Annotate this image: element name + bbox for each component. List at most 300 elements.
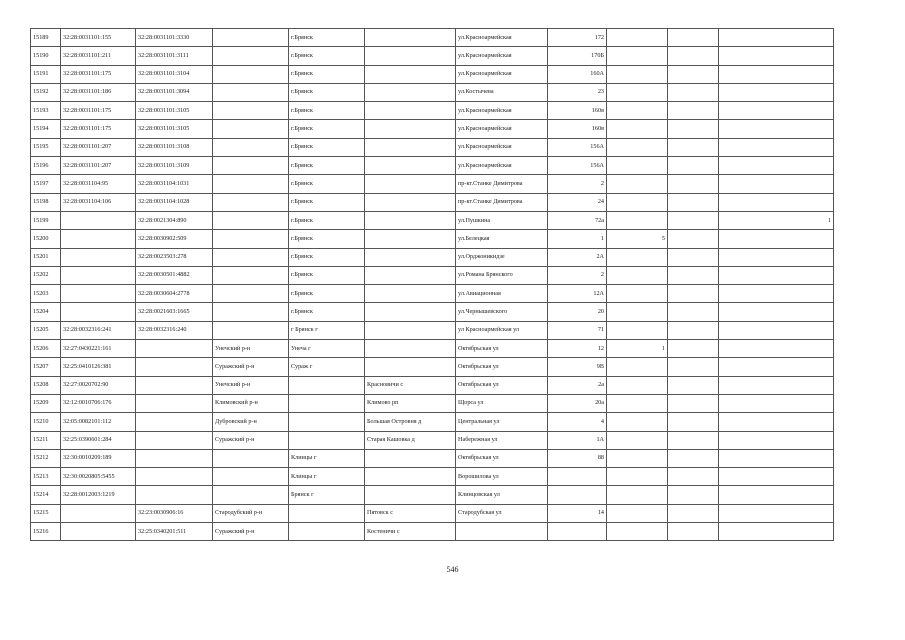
settlement-cell: [365, 157, 456, 175]
liter-cell: [668, 65, 719, 83]
street-cell: Стародубская ул: [456, 504, 548, 522]
building-cadastral-number-cell: 32:28:0031101:3108: [136, 138, 213, 156]
street-cell: ул.Красноармейская: [456, 65, 548, 83]
flat-cell: [719, 431, 834, 449]
city-cell: г.Брянск: [289, 65, 365, 83]
table-row: [31, 47, 834, 65]
building-cadastral-number-cell: 32:28:0032316:240: [136, 321, 213, 339]
city-cell: г.Брянск: [289, 266, 365, 284]
building-cadastral-number-cell: [136, 376, 213, 394]
building-cadastral-number-cell: [136, 468, 213, 486]
house-number-cell: 156А: [548, 138, 607, 156]
street-cell: ул.Пушкина: [456, 211, 548, 229]
settlement-cell: [365, 358, 456, 376]
house-number-cell: 160в: [548, 120, 607, 138]
row-number-cell: 15211: [31, 431, 61, 449]
cadastral-number-cell: [61, 266, 136, 284]
building-cadastral-number-cell: [136, 394, 213, 412]
liter-cell: [668, 211, 719, 229]
district-cell: [213, 65, 289, 83]
house-number-cell: 72а: [548, 211, 607, 229]
table-row: [31, 486, 834, 504]
building-cadastral-number-cell: [136, 413, 213, 431]
cadastral-number-cell: 32:27:0020702:90: [61, 376, 136, 394]
flat-cell: [719, 394, 834, 412]
city-cell: г.Брянск: [289, 303, 365, 321]
flat-cell: [719, 413, 834, 431]
city-cell: г.Брянск: [289, 285, 365, 303]
district-cell: Унечский р-н: [213, 376, 289, 394]
cadastral-number-cell: 32:28:0031101:211: [61, 47, 136, 65]
city-cell: [289, 504, 365, 522]
liter-cell: [668, 157, 719, 175]
house-number-cell: 20: [548, 303, 607, 321]
street-cell: [456, 523, 548, 541]
table-row: [31, 504, 834, 522]
table-row: [31, 431, 834, 449]
table-row: [31, 340, 834, 358]
house-number-cell: 2А: [548, 248, 607, 266]
page-number: 546: [446, 565, 459, 574]
table-row: [31, 175, 834, 193]
district-cell: [213, 303, 289, 321]
street-cell: ул.Красноармейская: [456, 157, 548, 175]
table-row: [31, 321, 834, 339]
cadastral-number-cell: [61, 285, 136, 303]
building-cadastral-number-cell: 32:28:0031101:3104: [136, 65, 213, 83]
row-number-cell: 15196: [31, 157, 61, 175]
city-cell: Брянск г: [289, 486, 365, 504]
liter-cell: [668, 83, 719, 101]
settlement-cell: [365, 29, 456, 47]
house-number-cell: [548, 468, 607, 486]
district-cell: [213, 157, 289, 175]
flat-cell: [719, 486, 834, 504]
building-cadastral-number-cell: 32:28:0031101:3111: [136, 47, 213, 65]
settlement-cell: [365, 47, 456, 65]
table-row: [31, 157, 834, 175]
liter-cell: [668, 486, 719, 504]
flat-cell: [719, 175, 834, 193]
liter-cell: [668, 413, 719, 431]
street-cell: ул.Романа Брянского: [456, 266, 548, 284]
settlement-cell: [365, 211, 456, 229]
row-number-cell: 15201: [31, 248, 61, 266]
building-cell: [607, 394, 668, 412]
building-cadastral-number-cell: [136, 449, 213, 467]
row-number-cell: 15209: [31, 394, 61, 412]
settlement-cell: [365, 468, 456, 486]
cadastral-number-cell: 32:28:0031101:175: [61, 120, 136, 138]
row-number-cell: 15191: [31, 65, 61, 83]
district-cell: [213, 175, 289, 193]
building-cadastral-number-cell: [136, 358, 213, 376]
building-cadastral-number-cell: 32:28:0030902:509: [136, 230, 213, 248]
row-number-cell: 15192: [31, 83, 61, 101]
district-cell: [213, 321, 289, 339]
city-cell: г.Брянск: [289, 102, 365, 120]
building-cell: [607, 157, 668, 175]
district-cell: [213, 486, 289, 504]
district-cell: [213, 248, 289, 266]
table-row: [31, 248, 834, 266]
city-cell: г.Брянск: [289, 138, 365, 156]
cadastral-number-cell: 32:28:0032316:241: [61, 321, 136, 339]
row-number-cell: 15202: [31, 266, 61, 284]
liter-cell: [668, 394, 719, 412]
city-cell: г.Брянск: [289, 47, 365, 65]
row-number-cell: 15206: [31, 340, 61, 358]
settlement-cell: [365, 321, 456, 339]
street-cell: Клинцовская ул: [456, 486, 548, 504]
city-cell: г.Брянск: [289, 248, 365, 266]
settlement-cell: Большая Островня д: [365, 413, 456, 431]
flat-cell: [719, 120, 834, 138]
table-row: [31, 266, 834, 284]
table-row: [31, 449, 834, 467]
liter-cell: [668, 431, 719, 449]
row-number-cell: 15193: [31, 102, 61, 120]
street-cell: Ворошилова ул: [456, 468, 548, 486]
building-cadastral-number-cell: 32:28:0031101:3105: [136, 120, 213, 138]
street-cell: Центральная ул: [456, 413, 548, 431]
table-row: [31, 303, 834, 321]
flat-cell: 1: [719, 211, 834, 229]
house-number-cell: [548, 523, 607, 541]
flat-cell: [719, 523, 834, 541]
liter-cell: [668, 376, 719, 394]
street-cell: ул.Красноармейская: [456, 138, 548, 156]
flat-cell: [719, 83, 834, 101]
street-cell: ул.Костычева: [456, 83, 548, 101]
liter-cell: [668, 340, 719, 358]
building-cell: [607, 65, 668, 83]
building-cell: [607, 248, 668, 266]
building-cell: [607, 29, 668, 47]
settlement-cell: Красновичи с: [365, 376, 456, 394]
row-number-cell: 15210: [31, 413, 61, 431]
city-cell: [289, 394, 365, 412]
liter-cell: [668, 175, 719, 193]
building-cell: [607, 504, 668, 522]
flat-cell: [719, 193, 834, 211]
district-cell: Унечский р-н: [213, 340, 289, 358]
house-number-cell: 24: [548, 193, 607, 211]
district-cell: Климовский р-н: [213, 394, 289, 412]
table-row: [31, 523, 834, 541]
liter-cell: [668, 29, 719, 47]
table-row: [31, 83, 834, 101]
table-row: [31, 138, 834, 156]
building-cadastral-number-cell: 32:28:0021304:890: [136, 211, 213, 229]
settlement-cell: [365, 175, 456, 193]
house-number-cell: 88: [548, 449, 607, 467]
district-cell: [213, 120, 289, 138]
city-cell: [289, 376, 365, 394]
row-number-cell: 15204: [31, 303, 61, 321]
house-number-cell: 9В: [548, 358, 607, 376]
building-cell: [607, 523, 668, 541]
house-number-cell: 4: [548, 413, 607, 431]
flat-cell: [719, 29, 834, 47]
row-number-cell: 15195: [31, 138, 61, 156]
building-cadastral-number-cell: 32:28:0031104:1028: [136, 193, 213, 211]
district-cell: Суражский р-н: [213, 523, 289, 541]
city-cell: г.Брянск: [289, 193, 365, 211]
liter-cell: [668, 285, 719, 303]
house-number-cell: 2: [548, 266, 607, 284]
liter-cell: [668, 230, 719, 248]
liter-cell: [668, 504, 719, 522]
house-number-cell: 160А: [548, 65, 607, 83]
house-number-cell: 2: [548, 175, 607, 193]
building-cadastral-number-cell: 32:28:0030501:4882: [136, 266, 213, 284]
row-number-cell: 15203: [31, 285, 61, 303]
house-number-cell: 12А: [548, 285, 607, 303]
flat-cell: [719, 285, 834, 303]
liter-cell: [668, 47, 719, 65]
city-cell: [289, 413, 365, 431]
building-cell: [607, 376, 668, 394]
building-cadastral-number-cell: 32:28:0023503:278: [136, 248, 213, 266]
city-cell: г.Брянск: [289, 120, 365, 138]
liter-cell: [668, 321, 719, 339]
city-cell: г Брянск г: [289, 321, 365, 339]
city-cell: [289, 431, 365, 449]
city-cell: [289, 523, 365, 541]
settlement-cell: [365, 120, 456, 138]
row-number-cell: 15200: [31, 230, 61, 248]
cadastral-number-cell: 32:28:0031101:207: [61, 138, 136, 156]
district-cell: Суражский р-н: [213, 431, 289, 449]
building-cadastral-number-cell: 32:28:0031101:3109: [136, 157, 213, 175]
street-cell: Октябрьская ул: [456, 358, 548, 376]
house-number-cell: 160в: [548, 102, 607, 120]
settlement-cell: [365, 65, 456, 83]
row-number-cell: 15205: [31, 321, 61, 339]
settlement-cell: [365, 248, 456, 266]
district-cell: [213, 29, 289, 47]
street-cell: ул.Красноармейская: [456, 47, 548, 65]
building-cell: [607, 468, 668, 486]
street-cell: ул.Красноармейская: [456, 102, 548, 120]
street-cell: Октябрьская ул: [456, 376, 548, 394]
table-row: [31, 468, 834, 486]
table-row: [31, 102, 834, 120]
settlement-cell: [365, 193, 456, 211]
cadastral-number-cell: 32:12:0010706:176: [61, 394, 136, 412]
flat-cell: [719, 504, 834, 522]
building-cadastral-number-cell: 32:28:0031104:1031: [136, 175, 213, 193]
building-cell: [607, 413, 668, 431]
flat-cell: [719, 303, 834, 321]
house-number-cell: 1: [548, 230, 607, 248]
street-cell: ул Красноармейская ул: [456, 321, 548, 339]
liter-cell: [668, 120, 719, 138]
settlement-cell: [365, 266, 456, 284]
cadastral-number-cell: [61, 230, 136, 248]
cadastral-number-cell: 32:05:0082101:112: [61, 413, 136, 431]
building-cell: [607, 285, 668, 303]
flat-cell: [719, 449, 834, 467]
liter-cell: [668, 138, 719, 156]
liter-cell: [668, 303, 719, 321]
district-cell: [213, 47, 289, 65]
street-cell: ул.Авиационная: [456, 285, 548, 303]
registry-table-body: [31, 29, 834, 541]
building-cell: [607, 83, 668, 101]
settlement-cell: [365, 486, 456, 504]
table-row: [31, 413, 834, 431]
city-cell: г.Брянск: [289, 29, 365, 47]
cadastral-number-cell: [61, 303, 136, 321]
street-cell: ул.Белецкая: [456, 230, 548, 248]
settlement-cell: [365, 340, 456, 358]
building-cadastral-number-cell: [136, 340, 213, 358]
building-cell: [607, 193, 668, 211]
liter-cell: [668, 449, 719, 467]
house-number-cell: 12: [548, 340, 607, 358]
building-cell: [607, 303, 668, 321]
district-cell: [213, 83, 289, 101]
cadastral-number-cell: 32:28:0031101:207: [61, 157, 136, 175]
cadastral-number-cell: 32:27:0430221:161: [61, 340, 136, 358]
street-cell: ул.Орджоникидзе: [456, 248, 548, 266]
settlement-cell: Пятовск с: [365, 504, 456, 522]
settlement-cell: Старая Кашовка д: [365, 431, 456, 449]
table-row: [31, 285, 834, 303]
table-row: [31, 193, 834, 211]
house-number-cell: 23: [548, 83, 607, 101]
row-number-cell: 15197: [31, 175, 61, 193]
cadastral-number-cell: [61, 523, 136, 541]
flat-cell: [719, 358, 834, 376]
district-cell: [213, 211, 289, 229]
row-number-cell: 15212: [31, 449, 61, 467]
flat-cell: [719, 157, 834, 175]
cadastral-number-cell: 32:30:0010209:189: [61, 449, 136, 467]
liter-cell: [668, 523, 719, 541]
cadastral-number-cell: 32:30:0020805:5455: [61, 468, 136, 486]
building-cell: [607, 102, 668, 120]
building-cadastral-number-cell: [136, 431, 213, 449]
street-cell: ул.Красноармейская: [456, 29, 548, 47]
row-number-cell: 15199: [31, 211, 61, 229]
row-number-cell: 15190: [31, 47, 61, 65]
city-cell: Сураж г: [289, 358, 365, 376]
district-cell: [213, 468, 289, 486]
settlement-cell: [365, 230, 456, 248]
cadastral-number-cell: 32:28:0031101:155: [61, 29, 136, 47]
flat-cell: [719, 321, 834, 339]
building-cadastral-number-cell: 32:28:0031101:3105: [136, 102, 213, 120]
flat-cell: [719, 230, 834, 248]
district-cell: [213, 193, 289, 211]
house-number-cell: 14: [548, 504, 607, 522]
row-number-cell: 15216: [31, 523, 61, 541]
district-cell: [213, 102, 289, 120]
city-cell: Унеча г: [289, 340, 365, 358]
city-cell: г.Брянск: [289, 83, 365, 101]
cadastral-number-cell: [61, 504, 136, 522]
registry-table: [30, 28, 834, 541]
flat-cell: [719, 340, 834, 358]
liter-cell: [668, 358, 719, 376]
building-cadastral-number-cell: 32:28:0030604:2778: [136, 285, 213, 303]
cadastral-number-cell: 32:25:0410126:381: [61, 358, 136, 376]
table-row: [31, 376, 834, 394]
table-row: [31, 230, 834, 248]
settlement-cell: [365, 102, 456, 120]
table-row: [31, 29, 834, 47]
building-cell: [607, 431, 668, 449]
cadastral-number-cell: [61, 211, 136, 229]
row-number-cell: 15215: [31, 504, 61, 522]
liter-cell: [668, 102, 719, 120]
building-cell: [607, 266, 668, 284]
cadastral-number-cell: [61, 248, 136, 266]
street-cell: Набережная ул: [456, 431, 548, 449]
building-cell: 1: [607, 340, 668, 358]
district-cell: [213, 230, 289, 248]
house-number-cell: 1А: [548, 431, 607, 449]
street-cell: Октябрьская ул: [456, 340, 548, 358]
building-cell: [607, 47, 668, 65]
row-number-cell: 15194: [31, 120, 61, 138]
building-cadastral-number-cell: 32:28:0031101:3094: [136, 83, 213, 101]
table-row: [31, 65, 834, 83]
house-number-cell: 71: [548, 321, 607, 339]
cadastral-number-cell: 32:28:0031101:175: [61, 102, 136, 120]
settlement-cell: [365, 449, 456, 467]
street-cell: Октябрьская ул: [456, 449, 548, 467]
house-number-cell: [548, 486, 607, 504]
flat-cell: [719, 468, 834, 486]
table-row: [31, 358, 834, 376]
building-cadastral-number-cell: 32:25:0340201:511: [136, 523, 213, 541]
settlement-cell: [365, 285, 456, 303]
cadastral-number-cell: 32:28:0031104:95: [61, 175, 136, 193]
city-cell: г.Брянск: [289, 175, 365, 193]
district-cell: Стародубский р-н: [213, 504, 289, 522]
cadastral-number-cell: 32:28:0031101:175: [61, 65, 136, 83]
street-cell: ул.Чернышевского: [456, 303, 548, 321]
building-cell: [607, 120, 668, 138]
flat-cell: [719, 266, 834, 284]
liter-cell: [668, 266, 719, 284]
house-number-cell: 156А: [548, 157, 607, 175]
table-row: [31, 120, 834, 138]
street-cell: пр-кт.Станке Димитрова: [456, 193, 548, 211]
district-cell: [213, 449, 289, 467]
building-cell: [607, 449, 668, 467]
flat-cell: [719, 47, 834, 65]
row-number-cell: 15213: [31, 468, 61, 486]
liter-cell: [668, 468, 719, 486]
row-number-cell: 15214: [31, 486, 61, 504]
district-cell: Дубровский р-н: [213, 413, 289, 431]
flat-cell: [719, 376, 834, 394]
building-cell: [607, 175, 668, 193]
liter-cell: [668, 248, 719, 266]
building-cell: [607, 486, 668, 504]
house-number-cell: 20а: [548, 394, 607, 412]
settlement-cell: [365, 303, 456, 321]
house-number-cell: 172: [548, 29, 607, 47]
flat-cell: [719, 248, 834, 266]
cadastral-number-cell: 32:28:0031101:186: [61, 83, 136, 101]
cadastral-number-cell: 32:28:0012003:1219: [61, 486, 136, 504]
